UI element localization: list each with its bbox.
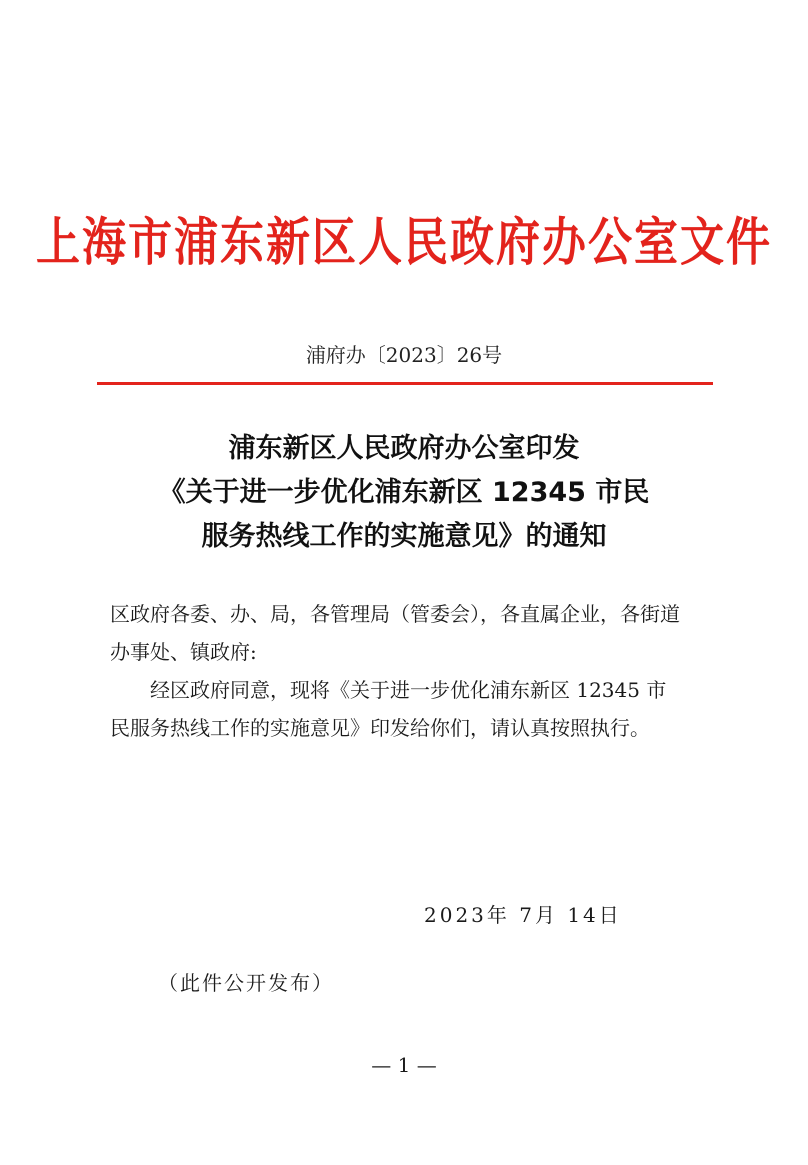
title-line-3: 服务热线工作的实施意见》的通知 xyxy=(201,521,607,552)
document-number: 浦府办〔2023〕26号 xyxy=(305,343,503,367)
notice-title xyxy=(0,427,808,559)
page-number: — 1 — xyxy=(371,1053,437,1077)
notice-body xyxy=(110,595,710,747)
content-line-1: 经区政府同意，现将《关于进一步优化浦东新区 12345 市 xyxy=(150,678,667,702)
title-line-2: 《关于进一步优化浦东新区 12345 市民 xyxy=(158,477,650,508)
issue-date: 2023年 7月 14日 xyxy=(424,903,622,927)
content-line-2: 民服务热线工作的实施意见》印发给你们，请认真按照执行。 xyxy=(110,716,650,740)
masthead-title: 上海市浦东新区人民政府办公室文件 xyxy=(36,212,772,273)
red-separator-line xyxy=(97,382,713,385)
public-release-note: （此件公开发布） xyxy=(158,971,334,995)
recipients-line-2: 办事处、镇政府: xyxy=(110,640,257,664)
recipients-line-1: 区政府各委、办、局，各管理局（管委会），各直属企业，各街道 xyxy=(110,602,680,626)
title-line-1: 浦东新区人民政府办公室印发 xyxy=(228,433,580,464)
